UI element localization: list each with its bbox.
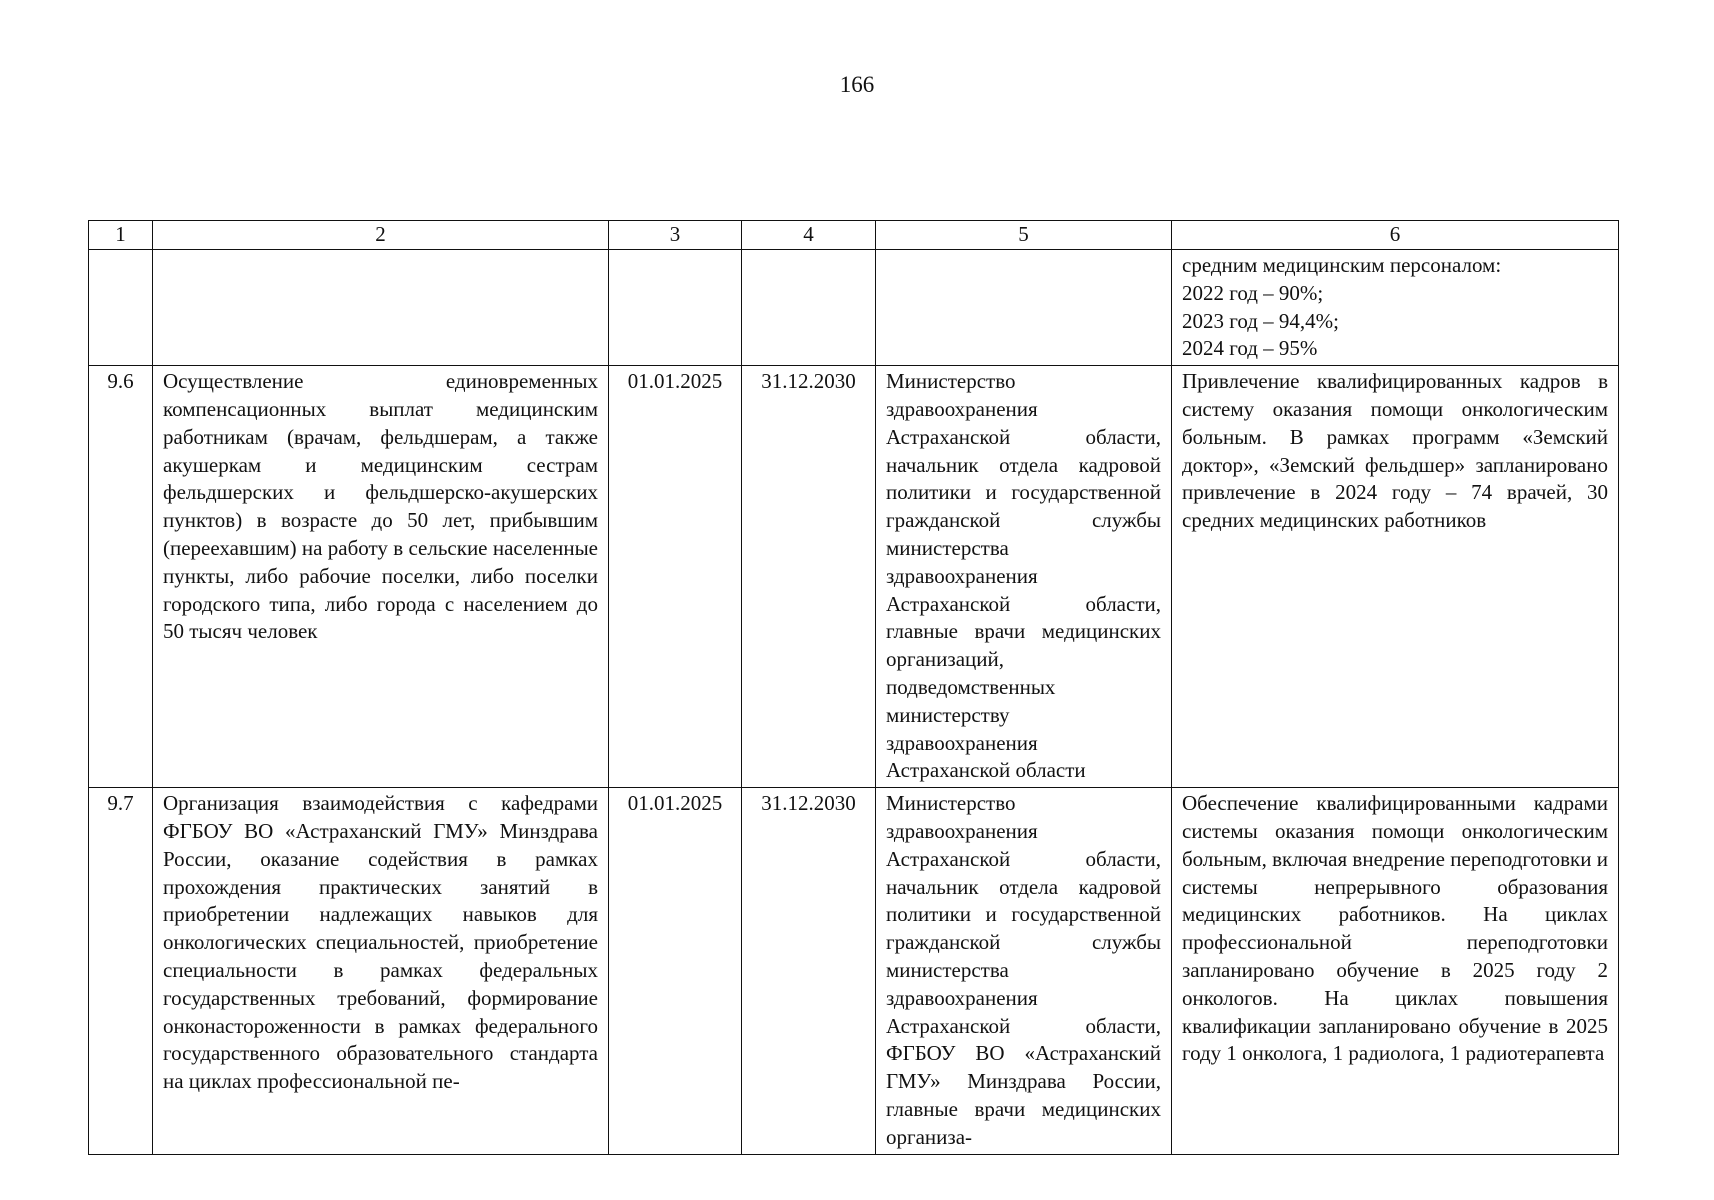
header-cell: 6 xyxy=(1172,221,1619,250)
result-cell: Обеспечение квалифицированными кадрами системы оказания помощи онкологическим больным, включая внедрение переподготовки и системы непрерывного образования медицинских работников. На циклах профессиональной переподготовки запланировано обучение в 2025 году 2 онкологов. На циклах повышения квалификации запланировано обучение в 2025 году 1 онколога, 1 радиолога, 1 радиотерапевта xyxy=(1172,788,1619,1154)
table-cell xyxy=(153,250,609,366)
row-number: 9.6 xyxy=(89,366,153,788)
start-date-cell: 01.01.2025 xyxy=(609,366,742,788)
carryover-result-cell: средним медицинским персоналом: 2022 год – 90%; 2023 год – 94,4%; 2024 год – 95% xyxy=(1172,250,1619,366)
table-cell xyxy=(609,250,742,366)
row-number: 9.7 xyxy=(89,788,153,1154)
end-date-cell: 31.12.2030 xyxy=(742,788,876,1154)
table-row-9-6 xyxy=(89,366,1619,788)
activity-cell: Организация взаимодействия с кафедрами ФГБОУ ВО «Астраханский ГМУ» Минздрава России, оказание содействия в рамках прохождения практических занятий в приобретении надлежащих навыков для онкологических специальностей, приобретение специальности в рамках федеральных государственных требований, формирование онконастороженности в рамках федерального государственного образовательного стандарта на циклах профессиональной пе- xyxy=(153,788,609,1154)
page-number: 166 xyxy=(839,72,875,97)
end-date-cell: 31.12.2030 xyxy=(742,366,876,788)
table-row-carryover xyxy=(89,250,1619,366)
start-date-cell: 01.01.2025 xyxy=(609,788,742,1154)
table-cell xyxy=(89,250,153,366)
header-cell: 4 xyxy=(742,221,876,250)
header-cell: 1 xyxy=(89,221,153,250)
header-cell: 2 xyxy=(153,221,609,250)
table-cell xyxy=(876,250,1172,366)
header-cell: 5 xyxy=(876,221,1172,250)
responsible-cell: Министерство здравоохранения Астраханской области, начальник отдела кадровой политики и государственной гражданской службы министерства здравоохранения Астраханской области, ФГБОУ ВО «Астраханский ГМУ» Минздрава России, главные врачи медицинских организа- xyxy=(876,788,1172,1154)
activity-cell: Осуществление единовременных компенсационных выплат медицинским работникам (врачам, фельдшерам, а также акушеркам и медицинским сестрам фельдшерских и фельдшерско-акушерских пунктов) в возрасте до 50 лет, прибывшим (переехавшим) на работу в сельские населенные пункты, либо рабочие поселки, либо поселки городского типа, либо города с населением до 50 тысяч человек xyxy=(153,366,609,788)
table-row-9-7 xyxy=(89,788,1619,1154)
table-cell xyxy=(742,250,876,366)
responsible-cell: Министерство здравоохранения Астраханской области, начальник отдела кадровой политики и государственной гражданской службы министерства здравоохранения Астраханской области, главные врачи медицинских организаций, подведомственных министерству здравоохранения Астраханской области xyxy=(876,366,1172,788)
measures-table xyxy=(88,220,1619,1155)
result-cell: Привлечение квалифицированных кадров в систему оказания помощи онкологическим больным. В рамках программ «Земский доктор», «Земский фельдшер» запланировано привлечение в 2024 году – 74 врачей, 30 средних медицинских работников xyxy=(1172,366,1619,788)
header-cell: 3 xyxy=(609,221,742,250)
table-header-row xyxy=(89,221,1619,250)
